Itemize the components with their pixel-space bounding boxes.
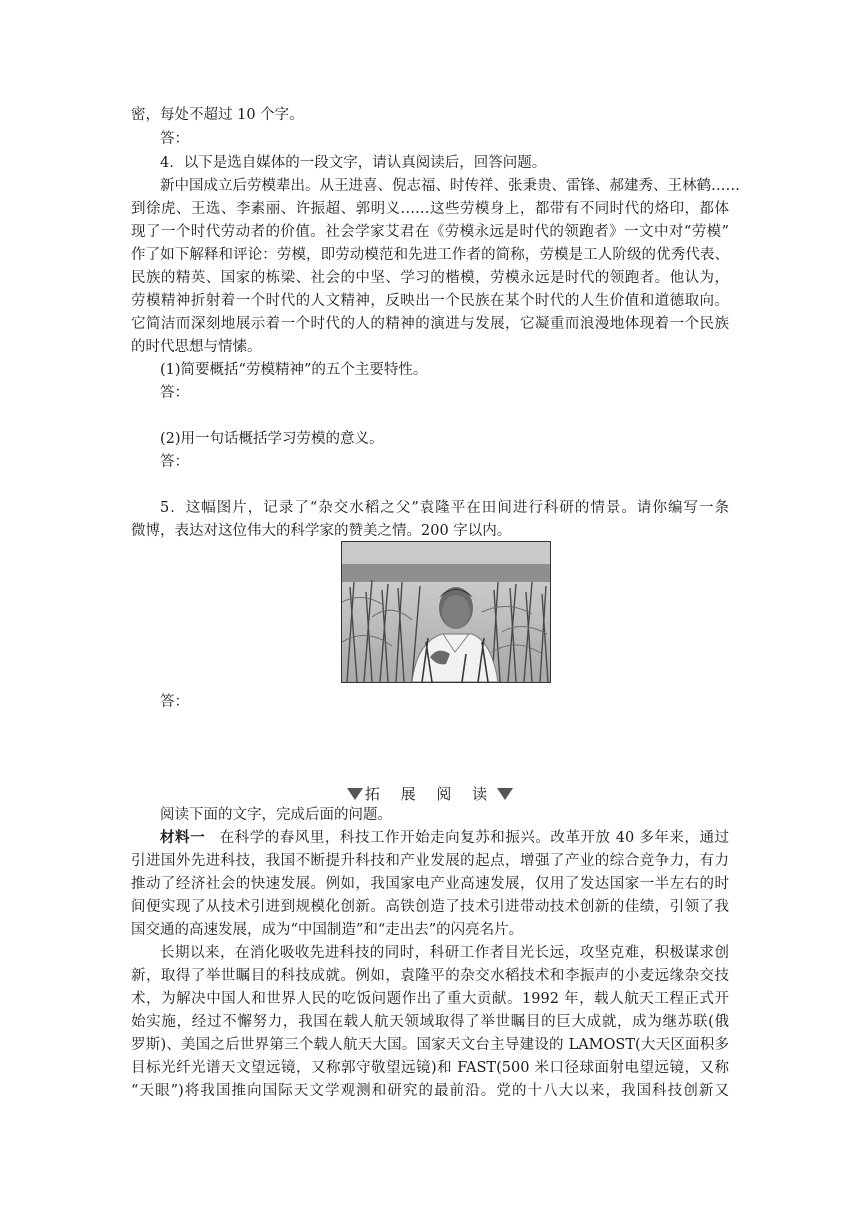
passage-line: 目标光纤光谱天文望远镜，又称郭守敬望远镜)和 FAST(500 米口径球面射电望远镜，又称 [131,1060,729,1076]
passage-line: 到徐虎、王选、李素丽、许振超、郭明义……这些劳模身上，都带有不同时代的烙印，都体 [131,201,729,217]
text-line: 密，每处不超过 10 个字。 [131,107,304,123]
passage-line: 新中国成立后劳模辈出。从王进喜、倪志福、时传祥、张秉贵、雷锋、郝建秀、王林鹤…… [160,178,740,194]
sub-question-1: (1)简要概括“劳模精神”的五个主要特性。 [160,362,428,378]
passage-line: 罗斯)、美国之后世界第三个载人航天大国。国家天文台主导建设的 LAMOST(大天区面积多 [131,1037,729,1053]
passage-line: 作了如下解释和评论：劳模，即劳动模范和先进工作者的简称，劳模是工人阶级的优秀代表、 [131,247,729,263]
answer-label: 答： [160,385,189,401]
section-title-text: 拓 展 阅 读 [364,785,496,803]
passage-line: 在科学的春风里，科技工作开始走向复苏和振兴。改革开放 40 多年来，通过 [219,830,729,846]
passage-line: 民族的精英、国家的栋梁、社会的中坚、学习的楷模，劳模永远是时代的领跑者。他认为， [131,270,729,286]
question-5-line: 微博，表达对这位伟大的科学家的赞美之情。200 字以内。 [131,523,512,539]
yuan-longping-photo [341,541,551,683]
passage-line: 引进国外先进科技，我国不断提升科技和产业发展的起点，增强了产业的综合竞争力，有力 [131,853,729,869]
section-title [0,782,860,805]
passage-line: 始实施，经过不懈努力，我国在载人航天领域取得了举世瞩目的巨大成就，成为继苏联(俄 [131,1014,729,1030]
passage-line: 劳模精神折射着一个时代的人文精神，反映出一个民族在某个时代的人生价值和道德取向。 [131,293,729,309]
answer-label: 答： [160,454,189,470]
answer-label: 答： [160,131,189,147]
material-label: 材料一 [160,829,206,846]
question-4-heading: 4．以下是选自媒体的一段文字，请认真阅读后，回答问题。 [160,155,547,171]
passage-line: 它简洁而深刻地展示着一个时代的人的精神的演进与发展，它凝重而浪漫地体现着一个民族 [131,316,729,332]
reading-intro: 阅读下面的文字，完成后面的问题。 [160,807,392,823]
passage-line: 推动了经济社会的快速发展。例如，我国家电产业高速发展，仅用了发达国家一半左右的时 [131,876,729,892]
passage-line: 术，为解决中国人和世界人民的吃饭问题作出了重大贡献。1992 年，载人航天工程正式开 [131,991,729,1007]
passage-line: 间便实现了从技术引进到规模化创新。高铁创造了技术引进带动技术创新的佳绩，引领了我 [131,899,729,915]
passage-line: 的时代思想与情愫。 [131,339,262,355]
passage-line: “天眼”)将我国推向国际天文学观测和研究的最前沿。党的十八大以来，我国科技创新又 [131,1083,729,1099]
triangle-right-icon [497,788,513,800]
passage-line: 长期以来，在消化吸收先进科技的同时，科研工作者目光长远，攻坚克难，积极谋求创 [160,945,729,961]
answer-label: 答： [160,694,189,710]
material-first-line [160,827,729,849]
triangle-left-icon [347,788,363,800]
passage-line: 国交通的高速发展，成为“中国制造”和“走出去”的闪亮名片。 [131,922,524,938]
sub-question-2: (2)用一句话概括学习劳模的意义。 [160,431,384,447]
passage-line: 新，取得了举世瞩目的科技成就。例如，袁隆平的杂交水稻技术和李振声的小麦远缘杂交技 [131,968,729,984]
question-5-line: 5．这幅图片，记录了“杂交水稻之父”袁隆平在田间进行科研的情景。请你编写一条 [160,500,729,516]
passage-line: 现了一个时代劳动者的价值。社会学家艾君在《劳模永远是时代的领跑者》一文中对“劳模” [131,224,729,240]
